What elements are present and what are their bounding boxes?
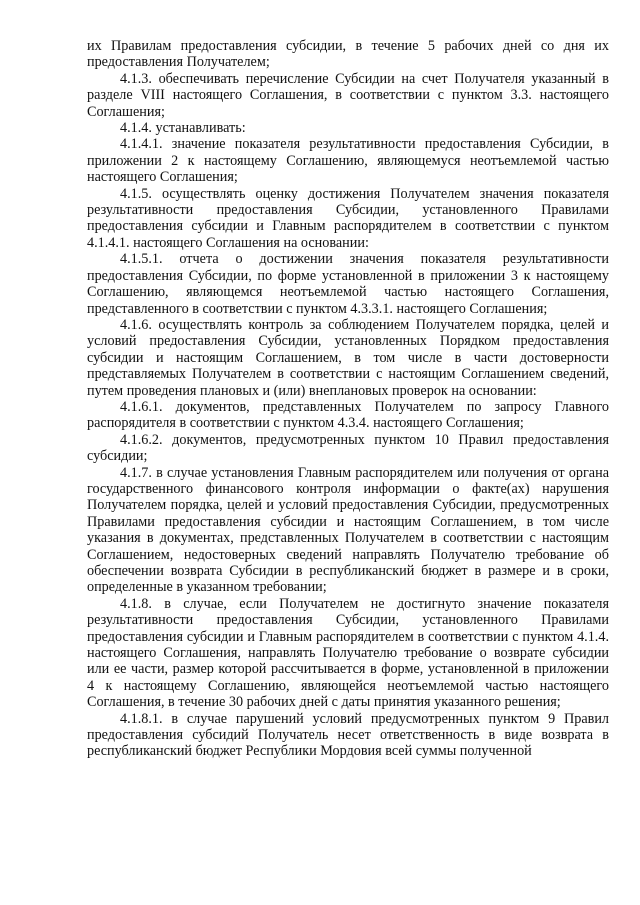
paragraph-4-1-6-2: 4.1.6.2. документов, предусмотренных пунктом 10 Правил предоставления субсидии; bbox=[87, 431, 609, 465]
paragraph-4-1-5-1: 4.1.5.1. отчета о достижении значения показателя результативности предоставления Субсидии, по форме установленной в приложении 3 к настоящему Соглашению, являющемся неотъемлемой частью настоящего Соглашения, представленного в соответствии с пунктом 4.3.3.1. настоящего Соглашения; bbox=[87, 251, 609, 317]
paragraph-continuation: их Правилам предоставления субсидии, в течение 5 рабочих дней со дня их предоставления Получателем; bbox=[87, 38, 609, 71]
document-page bbox=[87, 38, 609, 760]
paragraph-4-1-4: 4.1.4. устанавливать: bbox=[120, 120, 246, 137]
paragraph-4-1-8: 4.1.8. в случае, если Получателем не достигнуто значение показателя результативности предоставления Субсидии, установленного Правилами предоставления субсидии и Главным распорядителем в соответствии с пунктом 4.1.4. настоящего Соглашения, направлять Получателю требование о возврате субсидии или ее части, размер которой рассчитывается в форме, установленной в приложении 4 к настоящему Соглашению, являющейся неотъемлемой частью настоящего Соглашения, в течение 30 рабочих дней с даты принятия указанного решения; bbox=[87, 595, 609, 711]
paragraph-4-1-6: 4.1.6. осуществлять контроль за соблюдением Получателем порядка, целей и условий предоставления Субсидии, установленных Порядком предоставления субсидии и настоящим Соглашением, в том числе в части достоверности представляемых Получателем в соответствии с настоящим Соглашением сведений, путем проведения плановых и (или) внеплановых проверок на основании: bbox=[87, 316, 609, 399]
paragraph-4-1-8-1: 4.1.8.1. в случае парушений условий предусмотренных пунктом 9 Правил предоставления субсидий Получатель несет ответственность в виде возврата в республиканский бюджет Республики Мордовия всей суммы полученной bbox=[87, 710, 609, 760]
paragraph-4-1-5: 4.1.5. осуществлять оценку достижения Получателем значения показателя результативности предоставления Субсидии, установленного Правилами предоставления субсидии и Главным распорядителем в соответствии с пунктом 4.1.4.1. настоящего Соглашения на основании: bbox=[87, 185, 609, 251]
paragraph-4-1-6-1: 4.1.6.1. документов, представленных Получателем по запросу Главного распорядителя в соответствии с пунктом 4.3.4. настоящего Соглашения; bbox=[87, 398, 609, 432]
paragraph-4-1-3: 4.1.3. обеспечивать перечисление Субсидии на счет Получателя указанный в разделе VIII настоящего Соглашения, в соответствии с пунктом 3.3. настоящего Соглашения; bbox=[87, 70, 609, 120]
paragraph-4-1-4-1: 4.1.4.1. значение показателя результативности предоставления Субсидии, в приложении 2 к настоящему Соглашению, являющемуся неотъемлемой частью настоящего Соглашения; bbox=[87, 136, 609, 186]
paragraph-4-1-7: 4.1.7. в случае установления Главным распорядителем или получения от органа государственного финансового контроля информации о факте(ах) нарушения Получателем порядка, целей и условий предоставления Субсидии, предусмотренных Правилами предоставления субсидии и настоящим Соглашением, в том числе указания в документах, представленных Получателем в соответствии с настоящим Соглашением, недостоверных сведений направлять Получателю требование об обеспечении возврата Субсидии в республиканский бюджет в размере и в сроки, определенные в указанном требовании; bbox=[87, 464, 609, 596]
